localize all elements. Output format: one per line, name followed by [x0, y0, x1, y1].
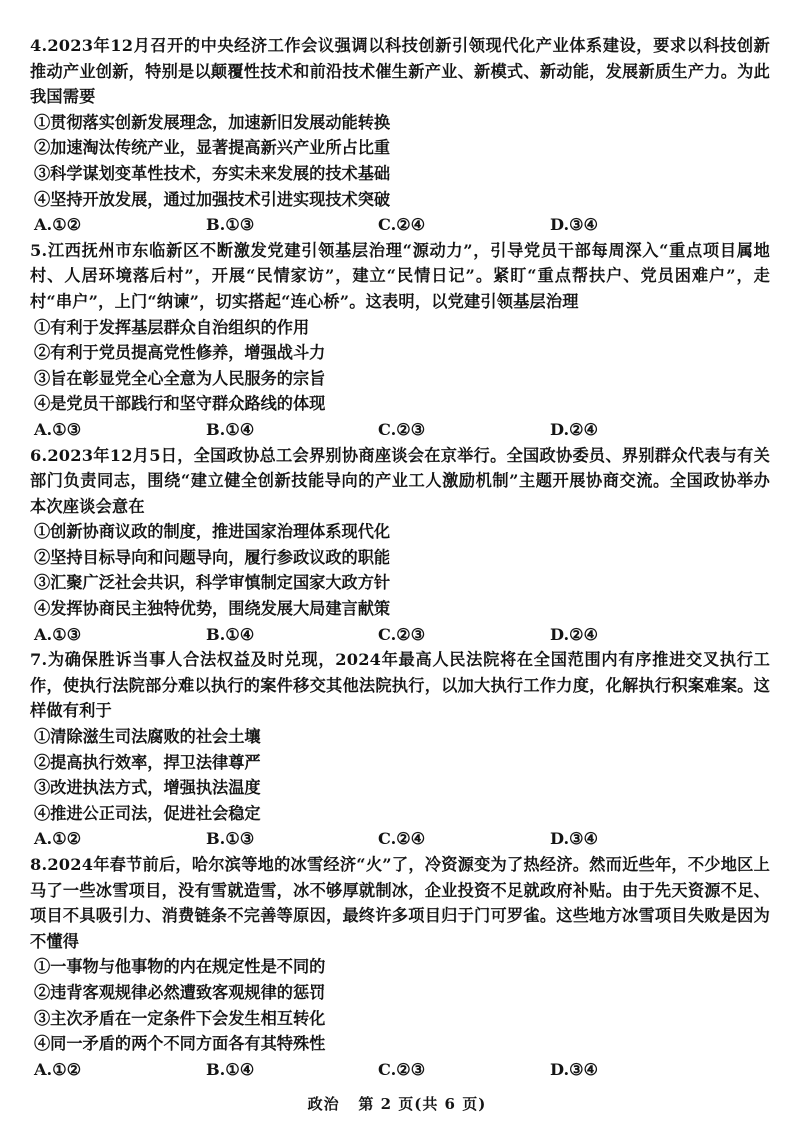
question-5: [30, 238, 770, 443]
question-number: 5.: [30, 240, 48, 260]
question-text: 2023年12月召开的中央经济工作会议强调以科技创新引领现代化产业体系建设，要求以科技创新推动产业创新，特别是以颠覆性技术和前沿技术催生新产业、新模式、新动能，发展新质生产力。为此我国需要: [30, 36, 770, 107]
question-text: 为确保胜诉当事人合法权益及时兑现，2024年最高人民法院将在全国范围内有序推进交叉执行工作，使执行法院部分难以执行的案件移交其他法院执行，以加大执行工作力度，化解执行积案难案。这样做有利于: [30, 650, 770, 721]
option-a: A.①②: [34, 1059, 82, 1079]
option-d: D.③④: [550, 829, 599, 849]
question-stem: [30, 443, 770, 520]
option-a: A.①③: [34, 624, 82, 644]
option-a: A.①②: [34, 829, 82, 849]
exam-page: [30, 33, 770, 1082]
question-number: 4.: [30, 36, 48, 55]
statement-2: ②违背客观规律必然遭致客观规律的惩罚: [34, 982, 326, 1002]
statement-4: ④是党员干部践行和坚守群众路线的体现: [34, 394, 326, 414]
footer-subject: 政治: [307, 1095, 340, 1113]
option-b: B.①④: [206, 1059, 255, 1079]
statement-2: ②有利于党员提高党性修养，增强战斗力: [34, 343, 326, 363]
statement-4: ④推进公正司法，促进社会稳定: [34, 803, 261, 823]
option-c: C.②④: [378, 215, 426, 235]
statement-2: ②提高执行效率，捍卫法律尊严: [34, 752, 261, 772]
question-stem: [30, 33, 770, 110]
question-stem: [30, 852, 770, 954]
answer-options: [30, 212, 770, 238]
option-d: D.③④: [550, 215, 599, 235]
option-b: B.①③: [206, 215, 255, 235]
question-6: [30, 443, 770, 648]
answer-options: [30, 417, 770, 443]
statement-3: ③科学谋划变革性技术，夯实未来发展的技术基础: [34, 163, 391, 183]
statement-4: ④坚持开放发展，通过加强技术引进实现技术突破: [34, 189, 391, 209]
question-number: 7.: [30, 650, 48, 670]
statement-1: ①有利于发挥基层群众自治组织的作用: [34, 317, 310, 337]
question-4: [30, 33, 770, 238]
statement-3: ③汇聚广泛社会共识，科学审慎制定国家大政方针: [34, 573, 391, 593]
question-text: 2023年12月5日，全国政协总工会界别协商座谈会在京举行。全国政协委员、界别群众代表与有关部门负责同志，围绕“建立健全创新技能导向的产业工人激励机制”主题开展协商交流。全国政协举办本次座谈会意在: [30, 445, 770, 516]
option-c: C.②④: [378, 829, 426, 849]
option-c: C.②③: [378, 1059, 426, 1079]
option-c: C.②③: [378, 624, 426, 644]
statement-2: ②坚持目标导向和问题导向，履行参政议政的职能: [34, 547, 391, 567]
page-footer: [0, 1093, 794, 1114]
question-7: [30, 647, 770, 852]
statement-1: ①一事物与他事物的内在规定性是不同的: [34, 957, 326, 977]
statement-1: ①创新协商议政的制度，推进国家治理体系现代化: [34, 522, 391, 542]
statement-3: ③改进执法方式，增强执法温度: [34, 778, 261, 798]
statement-1: ①清除滋生司法腐败的社会土壤: [34, 727, 261, 747]
question-stem: [30, 238, 770, 315]
option-b: B.①③: [206, 829, 255, 849]
option-d: D.②④: [550, 419, 599, 439]
question-text: 江西抚州市东临新区不断激发党建引领基层治理“源动力”，引导党员干部每周深入“重点项目属地村、人居环境落后村”，开展“民情家访”，建立“民情日记”。紧盯“重点帮扶户、党员困难户”，走村“串户”，上门“纳谏”，切实搭起“连心桥”。这表明，以党建引领基层治理: [30, 240, 770, 311]
statement-1: ①贯彻落实创新发展理念，加速新旧发展动能转换: [34, 112, 391, 132]
footer-page-number: 第 2 页(共 6 页): [358, 1095, 487, 1113]
statement-3: ③主次矛盾在一定条件下会发生相互转化: [34, 1008, 326, 1028]
question-text: 2024年春节前后，哈尔滨等地的冰雪经济“火”了，冷资源变为了热经济。然而近些年，不少地区上马了一些冰雪项目，没有雪就造雪，冰不够厚就制冰，企业投资不足就政府补贴。由于先天资源不足、项目不具吸引力、消费链条不完善等原因，最终许多项目归于门可罗雀。这些地方冰雪项目失败是因为不懂得: [30, 855, 770, 951]
answer-options: [30, 1057, 770, 1083]
question-number: 8.: [30, 855, 48, 874]
option-a: A.①②: [34, 215, 82, 235]
question-number: 6.: [30, 445, 48, 465]
question-stem: [30, 647, 770, 724]
statement-3: ③旨在彰显党全心全意为人民服务的宗旨: [34, 368, 326, 388]
option-a: A.①③: [34, 419, 82, 439]
option-d: D.③④: [550, 1059, 599, 1079]
question-8: [30, 852, 770, 1082]
option-b: B.①④: [206, 419, 255, 439]
option-d: D.②④: [550, 624, 599, 644]
statement-4: ④同一矛盾的两个不同方面各有其特殊性: [34, 1034, 326, 1054]
option-b: B.①④: [206, 624, 255, 644]
statement-2: ②加速淘汰传统产业，显著提高新兴产业所占比重: [34, 138, 391, 158]
option-c: C.②③: [378, 419, 426, 439]
answer-options: [30, 826, 770, 852]
statement-4: ④发挥协商民主独特优势，围绕发展大局建言献策: [34, 599, 391, 619]
answer-options: [30, 622, 770, 648]
